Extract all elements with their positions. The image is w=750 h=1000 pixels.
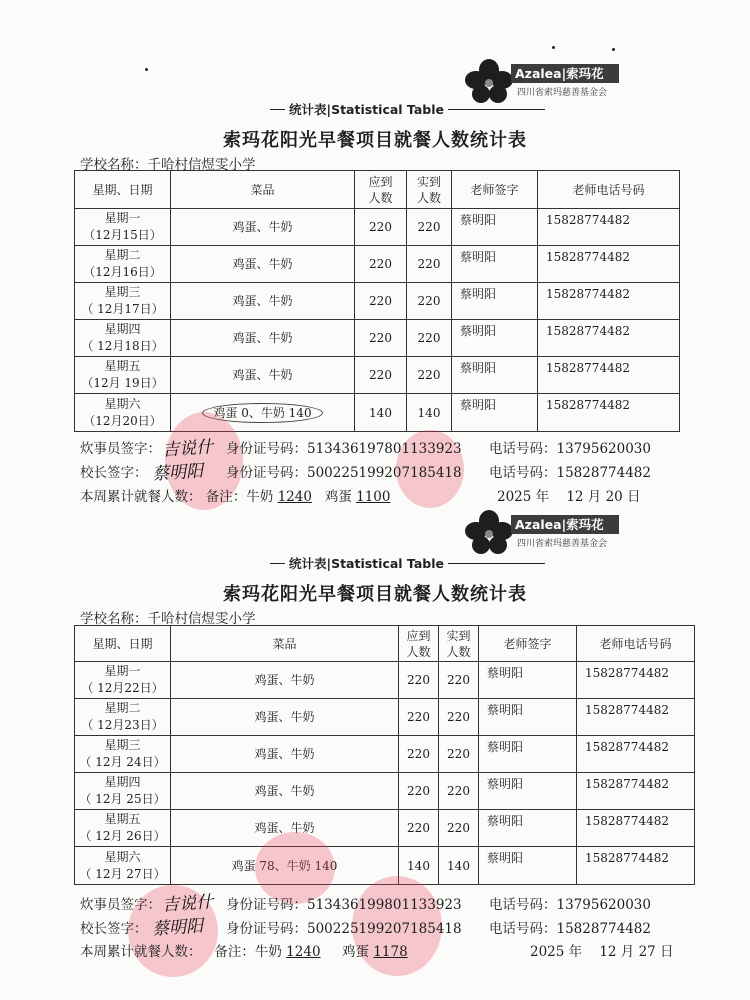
- cook-signature: 吉说什: [161, 437, 214, 461]
- expected-cell: 220: [399, 810, 439, 847]
- phone-cell: 15828774482: [538, 357, 680, 394]
- day-cell: 星期一 （12月15日）: [75, 209, 171, 246]
- expected-cell: 140: [399, 847, 439, 885]
- statistical-table-tag: 统计表|Statistical Table: [285, 554, 448, 572]
- egg-total: 1100: [356, 489, 391, 505]
- expected-cell: 220: [355, 246, 407, 283]
- cook-id: 身份证号码：513436197801133923: [226, 441, 462, 457]
- cook-info: 炊事员签字：: [80, 441, 161, 457]
- day-cell: 星期二 （ 12月23日）: [75, 699, 171, 736]
- header-expected: 应到 人数: [355, 171, 407, 209]
- report-date: 2025 年 12 月 27 日: [530, 944, 674, 960]
- actual-cell: 220: [439, 810, 479, 847]
- table-row: [75, 357, 680, 394]
- menu-cell: 鸡蛋、牛奶: [171, 320, 355, 357]
- actual-cell: 220: [439, 736, 479, 773]
- table-row: [75, 810, 695, 847]
- menu-cell: 鸡蛋、牛奶: [171, 283, 355, 320]
- menu-cell: 鸡蛋、牛奶: [171, 699, 399, 736]
- cook-id: 身份证号码：513436199801133923: [226, 897, 462, 913]
- actual-cell: 220: [407, 246, 452, 283]
- actual-cell: 220: [439, 773, 479, 810]
- menu-cell: 鸡蛋、牛奶: [171, 209, 355, 246]
- menu-cell: 鸡蛋、牛奶: [171, 736, 399, 773]
- day-cell: 星期四 （ 12月 25日）: [75, 773, 171, 810]
- expected-cell: 220: [355, 283, 407, 320]
- phone-cell: 15828774482: [577, 810, 695, 847]
- expected-cell: 140: [355, 394, 407, 432]
- day-cell: 星期五 （12月 19日）: [75, 357, 171, 394]
- table-row: [75, 246, 680, 283]
- school-name: 学校名称：千哈村信煜雯小学: [80, 157, 256, 173]
- table-row: [75, 699, 695, 736]
- teacher-cell: 蔡明阳: [452, 209, 538, 246]
- principal-signature: 蔡明阳: [151, 461, 204, 485]
- phone-cell: 15828774482: [538, 209, 680, 246]
- actual-cell: 220: [439, 662, 479, 699]
- phone-cell: 15828774482: [577, 773, 695, 810]
- table-row: [75, 736, 695, 773]
- phone-cell: 15828774482: [538, 394, 680, 432]
- cook-info: 炊事员签字：: [80, 897, 161, 913]
- teacher-cell: 蔡明阳: [452, 320, 538, 357]
- header-teacher: 老师签字: [479, 626, 577, 662]
- expected-cell: 220: [355, 209, 407, 246]
- day-cell: 星期六 （12月20日）: [75, 394, 171, 432]
- azalea-flower-icon: [465, 509, 513, 555]
- phone-cell: 15828774482: [577, 699, 695, 736]
- day-cell: 星期一 （ 12月22日）: [75, 662, 171, 699]
- statistical-table-tag: 统计表|Statistical Table: [285, 100, 448, 118]
- header-menu: 菜品: [171, 626, 399, 662]
- header-phone: 老师电话号码: [538, 171, 680, 209]
- actual-cell: 220: [407, 209, 452, 246]
- header-menu: 菜品: [171, 171, 355, 209]
- phone-cell: 15828774482: [577, 847, 695, 885]
- table-row: [75, 773, 695, 810]
- table-header-row: [75, 171, 680, 209]
- table-row: [75, 209, 680, 246]
- menu-cell: 鸡蛋 78、牛奶 140: [171, 847, 399, 885]
- phone-cell: 15828774482: [577, 736, 695, 773]
- teacher-cell: 蔡明阳: [452, 246, 538, 283]
- foundation-logo: [465, 509, 625, 557]
- day-cell: 星期六 （ 12月 27日）: [75, 847, 171, 885]
- teacher-cell: 蔡明阳: [479, 773, 577, 810]
- actual-cell: 220: [439, 699, 479, 736]
- actual-cell: 220: [407, 357, 452, 394]
- logo-brand: Azalea|索玛花: [511, 64, 619, 83]
- expected-cell: 220: [399, 736, 439, 773]
- table-row: [75, 283, 680, 320]
- report-date: 2025 年 12 月 20 日: [497, 489, 641, 505]
- header-actual: 实到 人数: [439, 626, 479, 662]
- menu-cell: 鸡蛋、牛奶: [171, 810, 399, 847]
- expected-cell: 220: [355, 320, 407, 357]
- teacher-cell: 蔡明阳: [452, 357, 538, 394]
- menu-cell: 鸡蛋、牛奶: [171, 357, 355, 394]
- principal-info: 校长签字：: [80, 465, 148, 481]
- phone-cell: 15828774482: [577, 662, 695, 699]
- azalea-flower-icon: [465, 58, 513, 104]
- day-cell: 星期二 （12月16日）: [75, 246, 171, 283]
- expected-cell: 220: [399, 773, 439, 810]
- page-title: 索玛花阳光早餐项目就餐人数统计表: [223, 130, 527, 151]
- phone-cell: 15828774482: [538, 320, 680, 357]
- page-title: 索玛花阳光早餐项目就餐人数统计表: [223, 584, 527, 605]
- day-cell: 星期三 （ 12月 24日）: [75, 736, 171, 773]
- logo-brand: Azalea|索玛花: [511, 515, 619, 534]
- day-cell: 星期五 （ 12月 26日）: [75, 810, 171, 847]
- actual-cell: 140: [439, 847, 479, 885]
- teacher-cell: 蔡明阳: [479, 699, 577, 736]
- header-phone: 老师电话号码: [577, 626, 695, 662]
- table-row: [75, 662, 695, 699]
- table-row: [75, 394, 680, 432]
- cook-phone: 电话号码：13795620030: [489, 441, 651, 457]
- milk-total: 1240: [286, 944, 321, 960]
- phone-cell: 15828774482: [538, 283, 680, 320]
- day-cell: 星期四 （ 12月18日）: [75, 320, 171, 357]
- weekly-total: 本周累计就餐人数： 备注：牛奶 1240 鸡蛋 1178: [80, 944, 408, 960]
- menu-cell: 鸡蛋、牛奶: [171, 773, 399, 810]
- teacher-cell: 蔡明阳: [452, 283, 538, 320]
- egg-total: 1178: [373, 944, 408, 960]
- cook-signature: 吉说什: [161, 892, 214, 916]
- expected-cell: 220: [399, 699, 439, 736]
- expected-cell: 220: [355, 357, 407, 394]
- school-name: 学校名称：千哈村信煜雯小学: [80, 611, 256, 627]
- teacher-cell: 蔡明阳: [479, 847, 577, 885]
- principal-phone: 电话号码：15828774482: [489, 921, 651, 937]
- header-teacher: 老师签字: [452, 171, 538, 209]
- header-date: 星期、日期: [75, 171, 171, 209]
- attendance-table-week-1: [74, 170, 680, 432]
- teacher-cell: 蔡明阳: [452, 394, 538, 432]
- foundation-logo: [465, 58, 625, 106]
- menu-cell: 鸡蛋、牛奶: [171, 246, 355, 283]
- teacher-cell: 蔡明阳: [479, 736, 577, 773]
- header-actual: 实到 人数: [407, 171, 452, 209]
- table-row: [75, 320, 680, 357]
- menu-cell: 鸡蛋、牛奶: [171, 662, 399, 699]
- attendance-table-week-2: [74, 625, 695, 885]
- principal-id: 身份证号码：500225199207185418: [226, 465, 462, 481]
- teacher-cell: 蔡明阳: [479, 662, 577, 699]
- day-cell: 星期三 （ 12月17日）: [75, 283, 171, 320]
- cook-phone: 电话号码：13795620030: [489, 897, 651, 913]
- actual-cell: 220: [407, 283, 452, 320]
- phone-cell: 15828774482: [538, 246, 680, 283]
- logo-org: 四川省索玛慈善基金会: [517, 539, 608, 549]
- expected-cell: 220: [399, 662, 439, 699]
- principal-phone: 电话号码：15828774482: [489, 465, 651, 481]
- circled-menu: 鸡蛋 0、牛奶 140: [202, 403, 322, 423]
- actual-cell: 220: [407, 320, 452, 357]
- logo-org: 四川省索玛慈善基金会: [517, 88, 608, 98]
- milk-total: 1240: [277, 489, 312, 505]
- table-header-row: [75, 626, 695, 662]
- principal-signature: 蔡明阳: [151, 916, 204, 940]
- weekly-total: 本周累计就餐人数： 备注：牛奶 1240 鸡蛋 1100: [80, 489, 391, 505]
- actual-cell: 140: [407, 394, 452, 432]
- principal-info: 校长签字：: [80, 921, 148, 937]
- teacher-cell: 蔡明阳: [479, 810, 577, 847]
- principal-id: 身份证号码：500225199207185418: [226, 921, 462, 937]
- header-expected: 应到 人数: [399, 626, 439, 662]
- header-date: 星期、日期: [75, 626, 171, 662]
